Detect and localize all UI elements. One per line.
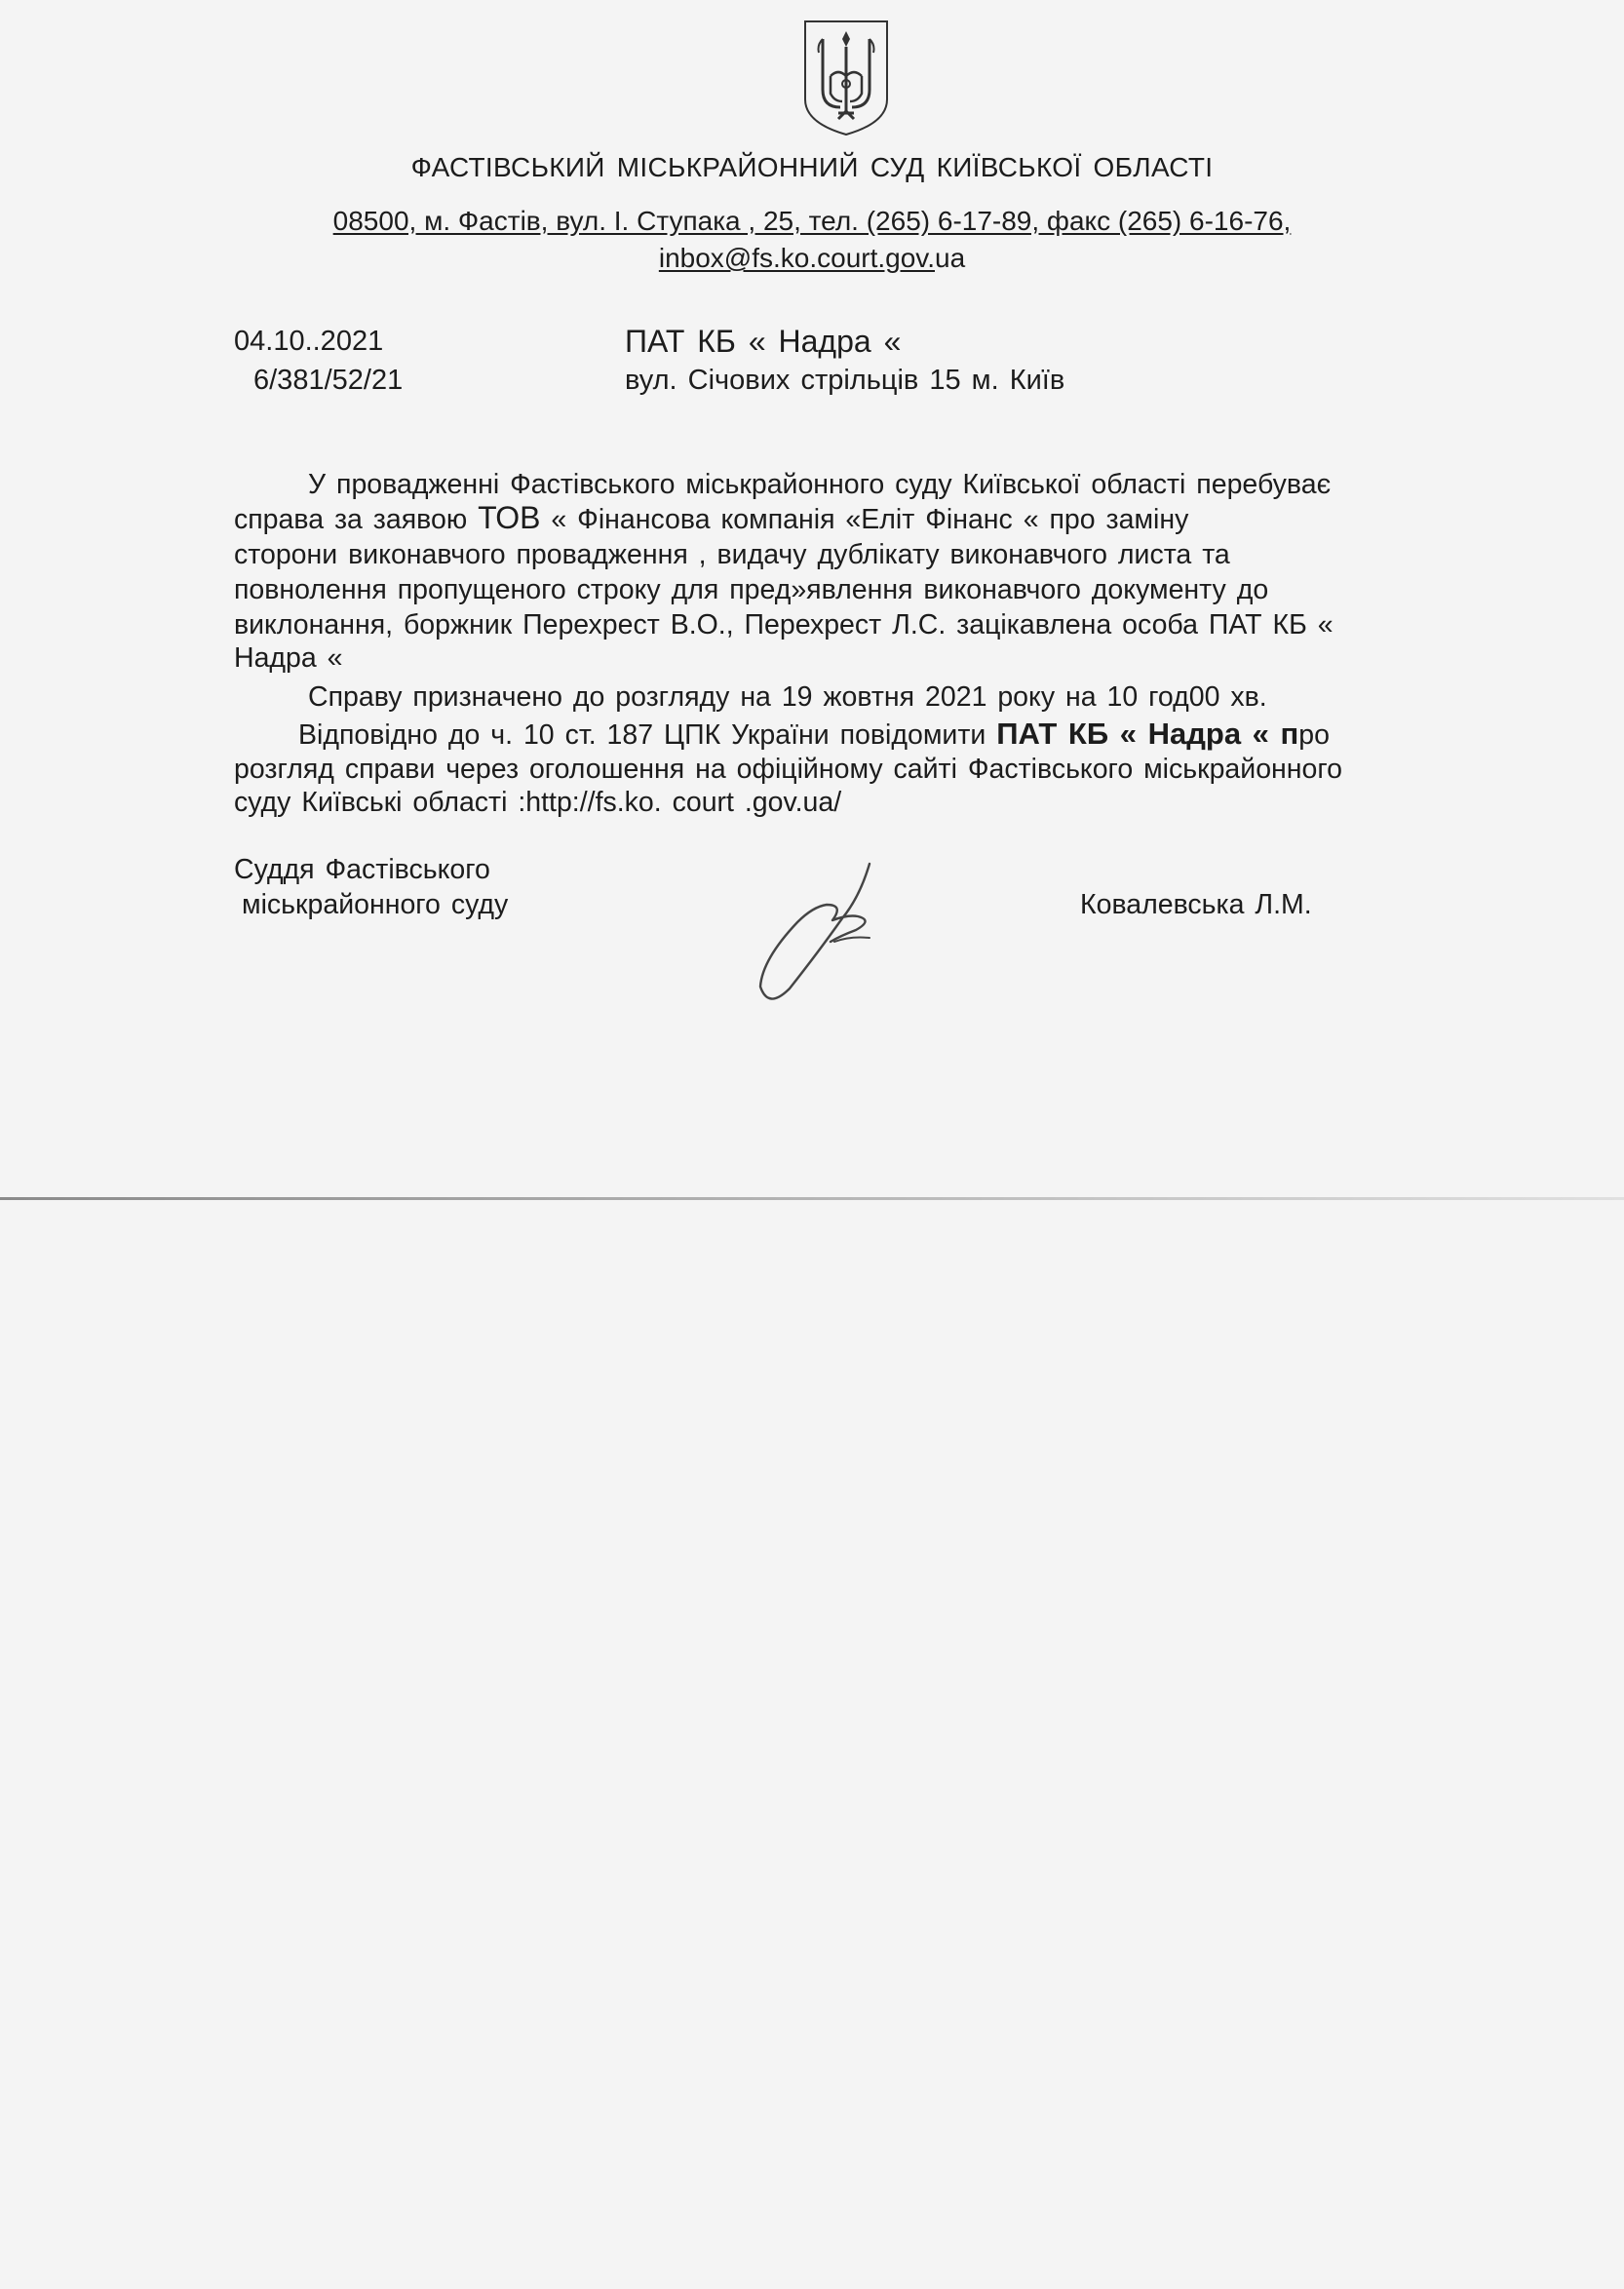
recipient-name: ПАТ КБ « Надра « [625, 324, 902, 359]
judge-title-line-1: Суддя Фастівського [234, 854, 490, 885]
handwritten-signature-icon [751, 858, 897, 1004]
judge-title-line-2: міськрайонного суду [242, 889, 509, 920]
judge-name: Ковалевська Л.М. [1080, 889, 1312, 920]
body-text: « Фінансова компанія «Еліт Фінанс « про заміну [540, 504, 1189, 535]
email-tail: ua [935, 243, 966, 273]
body-text: Відповідно до ч. 10 ст. 187 ЦПК України повідомити [298, 719, 997, 751]
court-address [0, 203, 1624, 277]
document-number: 6/381/52/21 [253, 365, 404, 396]
notice-line [298, 718, 1566, 752]
body-text-large: ТОВ [478, 500, 541, 535]
body-line-5: виклонання, боржник Перехрест В.О., Перехрест Л.С. зацікавлена особа ПАТ КБ « [234, 609, 1334, 640]
body-line-9: розгляд справи через оголошення на офіційному сайті Фастівського міськрайонного [234, 754, 1343, 785]
body-line-6: Надра « [234, 642, 343, 674]
trident-emblem-icon [799, 18, 893, 138]
document-date: 04.10..2021 [234, 326, 384, 357]
email-link[interactable]: inbox@fs.ko.court.gov. [658, 243, 935, 273]
court-name-heading: ФАСТІВСЬКИЙ МІСЬКРАЙОННИЙ СУД КИЇВСЬКОЇ ОБЛАСТІ [410, 152, 1214, 182]
body-line-2 [234, 501, 1501, 536]
recipient-address: вул. Січових стрільців 15 м. Київ [625, 365, 1065, 396]
body-line-4: повнолення пропущеного строку для пред»явлення виконавчого документу до [234, 574, 1269, 605]
scan-edge-divider [0, 1197, 1624, 1200]
address-line: 08500, м. Фастів, вул. І. Ступака , 25, тел. (265) 6-17-89, факс (265) 6-16-76, [332, 206, 1292, 236]
body-text-bold: ПАТ КБ « Надра « п [996, 717, 1299, 751]
body-text: ро [1298, 719, 1330, 751]
body-line-1: У провадженні Фастівського міськрайонного суду Київської області перебуває [308, 469, 1332, 500]
website-line: суду Київські області :http://fs.ko. court .gov.ua/ [234, 787, 842, 818]
email-line [0, 240, 1624, 277]
body-line-3: сторони виконавчого провадження , видачу дублікату виконавчого листа та [234, 539, 1230, 570]
hearing-date-line: Справу призначено до розгляду на 19 жовтня 2021 року на 10 год00 хв. [308, 681, 1267, 713]
body-text: справа за заявою [234, 504, 479, 535]
